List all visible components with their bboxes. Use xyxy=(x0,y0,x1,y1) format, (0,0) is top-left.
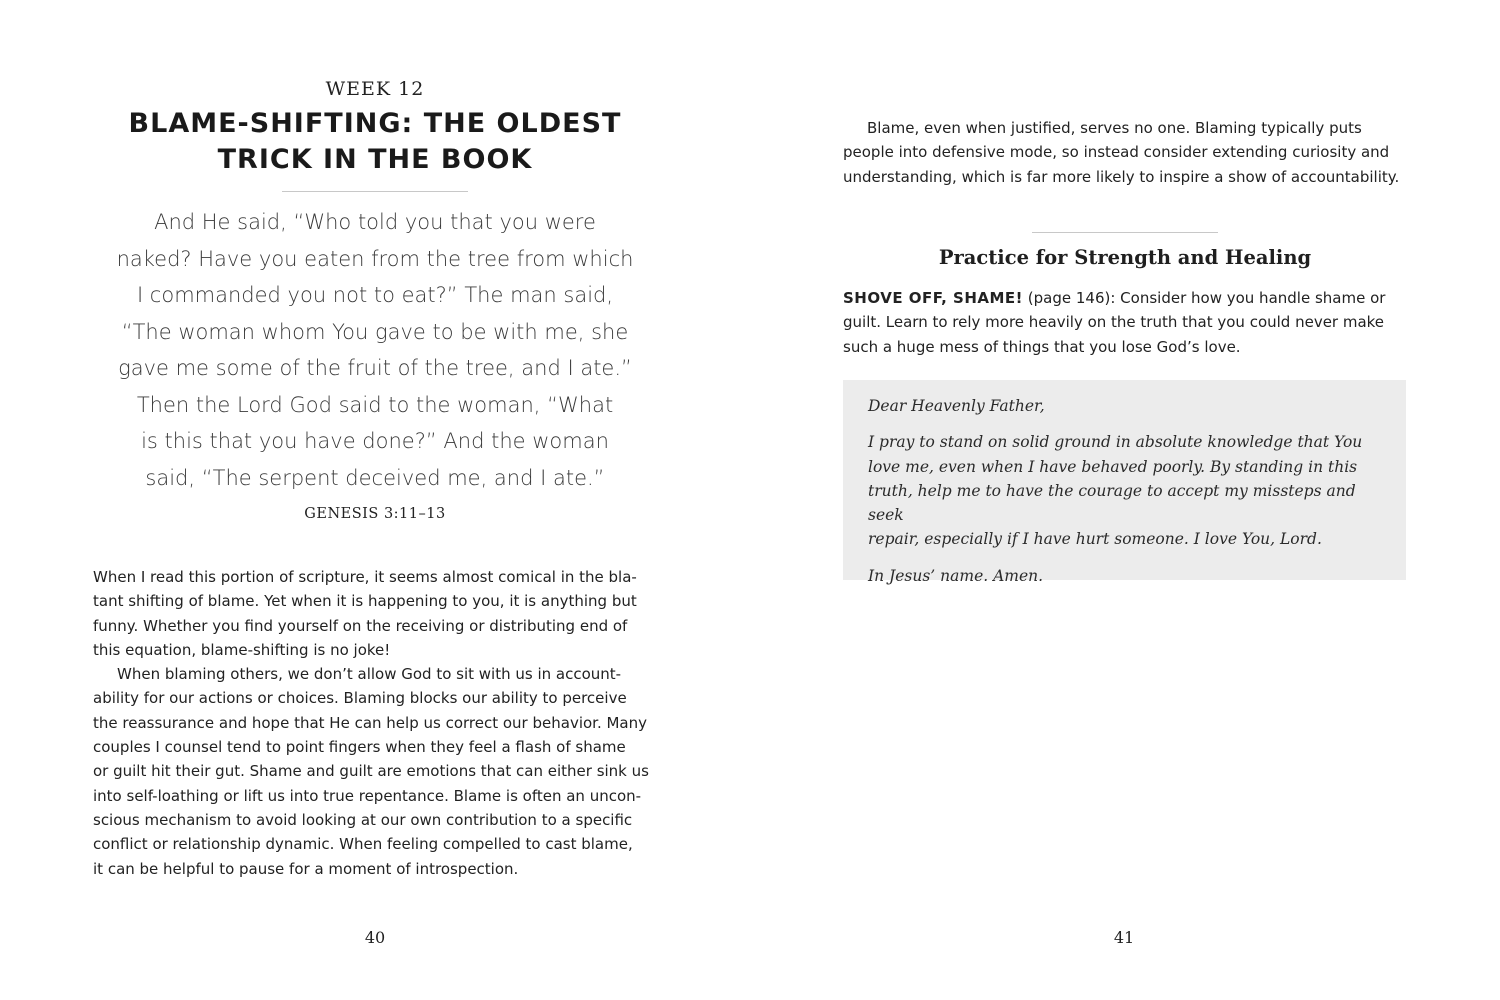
intro-line: people into defensive mode, so instead consider extending curiosity and xyxy=(843,143,1390,162)
practice-text xyxy=(843,286,1408,359)
practice-line: guilt. Learn to rely more heavily on the truth that you could never make xyxy=(843,313,1385,332)
body-line: When blaming others, we don’t allow God to sit with us in account- xyxy=(117,665,622,684)
chapter-title-line-2: TRICK IN THE BOOK xyxy=(217,144,533,175)
body-line: scious mechanism to avoid looking at our own contribution to a specific xyxy=(93,810,633,829)
body-line: couples I counsel tend to point fingers when they feel a flash of shame xyxy=(93,738,626,757)
scripture-line: Then the Lord God said to the woman, “What xyxy=(136,392,614,417)
prayer-box xyxy=(843,380,1406,585)
prayer-line: love me, even when I have behaved poorly. By standing in this xyxy=(868,457,1358,476)
scripture-reference: GENESIS 3:11–13 xyxy=(304,506,446,522)
body-line: this equation, blame-shifting is no joke! xyxy=(93,640,391,659)
scripture-line: “The woman whom You gave to be with me, she xyxy=(121,319,629,344)
prayer-line: I pray to stand on solid ground in absolute knowledge that You xyxy=(868,433,1363,452)
body-line: or guilt hit their gut. Shame and guilt are emotions that can either sink us xyxy=(93,762,649,781)
practice-line: such a huge mess of things that you lose God’s love. xyxy=(843,337,1241,356)
section-divider xyxy=(1032,232,1218,233)
scripture-line: said, “The serpent deceived me, and I ate.” xyxy=(145,465,605,490)
body-paragraph-1 xyxy=(93,565,658,662)
body-line: When I read this portion of scripture, it seems almost comical in the bla- xyxy=(93,568,637,586)
chapter-title xyxy=(0,106,750,178)
body-line: into self-loathing or lift us into true repentance. Blame is often an uncon- xyxy=(93,786,642,805)
scripture-line: naked? Have you eaten from the tree from which xyxy=(116,246,634,271)
body-paragraph-2 xyxy=(93,662,658,881)
week-label: WEEK 12 xyxy=(325,78,425,100)
body-line: conflict or relationship dynamic. When feeling compelled to cast blame, xyxy=(93,835,633,854)
scripture-line: is this that you have done?” And the woman xyxy=(141,429,609,453)
chapter-title-line-1: BLAME-SHIFTING: THE OLDEST xyxy=(128,108,622,139)
scripture-line: gave me some of the fruit of the tree, and I ate.” xyxy=(118,356,632,380)
title-divider xyxy=(282,191,468,192)
body-text xyxy=(93,565,658,881)
body-line: tant shifting of blame. Yet when it is happening to you, it is anything but xyxy=(93,592,637,611)
prayer-salutation: Dear Heavenly Father, xyxy=(868,397,1045,415)
body-line: the reassurance and hope that He can help us correct our behavior. Many xyxy=(93,713,648,732)
prayer-closing: In Jesus’ name. Amen. xyxy=(868,566,1044,585)
prayer-body xyxy=(868,430,1388,551)
scripture-quote xyxy=(90,204,660,496)
body-line: it can be helpful to pause for a moment of introspection. xyxy=(93,859,519,878)
prayer-line: repair, especially if I have hurt someone. I love You, Lord. xyxy=(868,530,1322,549)
scripture-line: I commanded you not to eat?” The man said, xyxy=(136,283,614,307)
practice-line: (page 146): Consider how you handle shame or xyxy=(1023,289,1386,307)
page-number-right: 41 xyxy=(1113,928,1135,947)
page-number-left: 40 xyxy=(364,928,386,947)
body-line: ability for our actions or choices. Blaming blocks our ability to perceive xyxy=(93,689,627,708)
prayer-text xyxy=(868,394,1388,600)
right-page xyxy=(750,0,1500,1000)
intro-line: understanding, which is far more likely to inspire a show of accountability. xyxy=(843,167,1400,186)
intro-paragraph xyxy=(843,116,1408,189)
practice-lead: SHOVE OFF, SHAME! xyxy=(843,289,1024,307)
scripture-line: And He said, “Who told you that you were xyxy=(154,210,596,234)
practice-heading: Practice for Strength and Healing xyxy=(938,246,1312,269)
body-line: funny. Whether you find yourself on the receiving or distributing end of xyxy=(93,616,628,635)
intro-line: Blame, even when justified, serves no one. Blaming typically puts xyxy=(867,119,1362,137)
prayer-line: truth, help me to have the courage to accept my missteps and seek xyxy=(868,481,1356,525)
